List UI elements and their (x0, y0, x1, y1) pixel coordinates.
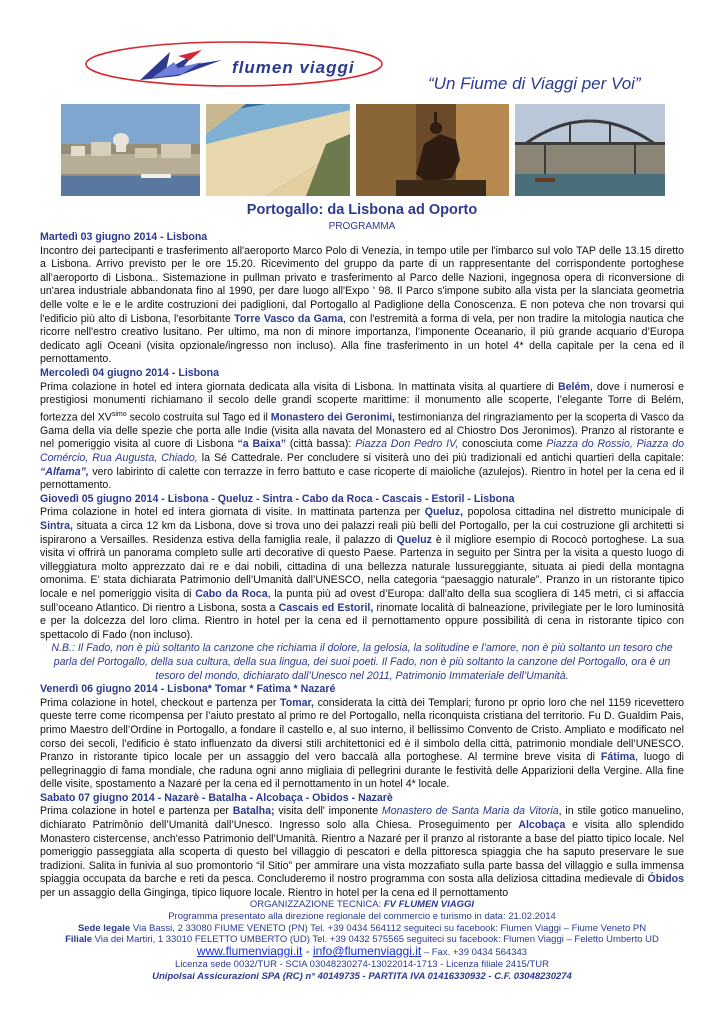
text-run: Prima colazione in hotel ed intera giornata dedicata alla visita di Lisbona. In mattinata visita al quartiere di (40, 380, 559, 393)
tagline: “Un Fiume di Viaggi per Voi” (428, 74, 641, 93)
highlight: “a Baixa” (237, 438, 287, 451)
sede-line (60, 923, 664, 935)
document-title: Portogallo: da Lisbona ad Oporto (246, 202, 478, 218)
organizer-name: FV FLUMEN VIAGGI (383, 899, 475, 910)
nazare-beach-photo (206, 104, 350, 196)
highlight: Sintra, (40, 520, 73, 532)
text-run: è il migliore esempio di Rococò portoghese. La sua visita vi offrirà un panorama completo sulle arti decorative di questo Paese. Partenza in seguito per Sintra per la visita a questo luogo di villeggiatura molto apprezzato dai re e dai nobili, cittadina di una bellezza naturale lussureggiante, situata ai piedi della montagna omonima. E’ stata dichiarata Patrimonio dell’Umanità dall’UNESCO, nella categoria “paesaggio naturale”. Pranzo in un ristorante tipico locale e nel pomeriggio visita di (40, 533, 685, 600)
italic-place: Monastero de Santa Maria da Vitoria (381, 805, 559, 818)
day-text-2 (40, 381, 684, 493)
text-run: Prima colazione in hotel ed intera giornata di visite. In mattinata partenza per (40, 506, 425, 519)
text-run: Prima colazione in hotel, checkout e partenza per (40, 696, 281, 709)
program-line: Programma presentato alla direzione regionale del commercio e turismo in data: 21.02.2014 (168, 910, 556, 922)
organizer-label: ORGANIZZAZIONE TECNICA: (249, 899, 384, 910)
highlight: Queluz (396, 533, 432, 546)
sede-label: Sede legale (77, 922, 131, 934)
italic-place: Piazza Don Pedro IV, (355, 438, 459, 451)
highlight: Batalha; (232, 805, 275, 818)
text-run: la Sé Cattedrale. Per concludere si visiterà uno dei più tradizionali ed antichi quartieri della capitale: (197, 452, 684, 465)
day-heading-4: Venerdì 06 giugno 2014 - Lisbona* Tomar * Fatima * Nazaré (40, 683, 336, 696)
highlight: Cabo da Roca (195, 587, 268, 600)
highlight: Alcobaça (518, 819, 566, 832)
website-link[interactable]: www.flumenviaggi.it (196, 944, 303, 959)
lisbon-city-photo (61, 104, 200, 196)
filiale-text: Via dei Martiri, 1 33010 FELETTO UMBERTO (UD) Tel. +39 0432 575565 seguiteci su facebook: Flumen Viaggi – Feletto Umberto UD (92, 934, 659, 946)
filiale-label: Filiale (65, 934, 93, 946)
text-run: secolo costruita sul Tago ed il (126, 411, 271, 424)
superscript: simo (111, 410, 127, 418)
sede-text: Via Bassi, 2 33080 FIUME VENETO (PN) Tel. +39 0434 564112 seguiteci su facebook: Flumen Viaggi – Fiume Veneto PN (130, 922, 647, 934)
highlight: Fátima (600, 751, 636, 764)
text-run: conosciuta come (458, 438, 547, 451)
highlight: Tomar, (280, 696, 314, 709)
text-run: , in stile gotico manuelino, dichiarato Patrimônio dell’Umanità dall’Unesco. Ingresso solo alla Chiesa. Proseguimento per (40, 805, 684, 832)
email-link[interactable]: info@flumenviaggi.it (312, 944, 422, 959)
text-run: , dove i numerosi e prestigiosi monumenti richiamano il secolo delle grandi scoperte marittime: il monumento alle scoperte, l’elegante Torre di Belém, fortezza del XV (40, 380, 684, 424)
logo-text: flumen viaggi (232, 58, 355, 77)
text-run: (città bassa): (286, 438, 356, 451)
itinerary (40, 231, 684, 901)
insurance-line: Unipolsai Assicurazioni SPA (RC) n° 40149735 - PARTITA IVA 01416330932 - C.F. 03048230274 (152, 970, 572, 982)
day-text-1 (40, 245, 684, 367)
text-run: Prima colazione in hotel e partenza per (40, 805, 233, 818)
text-run: situata a circa 12 km da Lisbona, dove si trova uno dei palazzi reali più belli del Portogallo, per la cui costruzione gli architetti si ispirarono a Versailles. Residenza estiva della famiglia reale, il palazzo di (40, 520, 684, 546)
text-run: e visita allo splendido Monastero cistercense, anch'esso Patrimonio dell’Umanità. Rientro a Nazaré per il pranzo al ristorante a base del piatto tipico locale. Nel pomeriggio passeggiata alla scoperta di questo bel villaggio di pescatori e della pittoresca spiaggia che ha saputo preservare le sue tradizioni. Salita in funivia al suo promontorio “il Sitio” per ammirare una vista mozzafiato sulla parte bassa del villaggio e sulla immensa spiaggia occupata da barche e reti da pesca. Concluderemo il nostro programma con sosta alla deliziosa cittadina medievale di (40, 819, 684, 886)
text-run: Incontro dei partecipanti e trasferimento all'aeroporto Marco Polo di Venezia, in tempo utile per l'imbarco sul volo TAP delle 13.15 diretto a Lisbona. Arrivo previsto per le ore 15.20. Ricevimento del gruppo da parte di un rappresentante del corrispondente portoghese all’aeroporto di Lisbona.. Sistemazione in pullman privato e trasferimento al Parco delle Nazioni, ingegnosa opera di riconversione di un'area industriale abbandonata fino al 1990, per dare luogo all'Expo ' 98. Il Parco s'impone subito alla vista per la slanciata geometria delle volte e le e le ardite costruzioni dei padiglioni, dal Portogallo al Padiglione della Conoscenza. E non poteva che non trovarsi qui l'edificio più alto di Lisbona, l'esorbitante (40, 244, 684, 325)
document-subtitle: PROGRAMMA (328, 221, 396, 232)
porto-bridge-photo (515, 104, 665, 196)
highlight: “Alfama”, (40, 465, 89, 478)
organizer-line (60, 899, 664, 911)
highlight: Monastero dei Geronimi, (270, 411, 395, 424)
highlight: Queluz, (424, 506, 464, 519)
highlight: Óbidos (647, 873, 684, 886)
text-run: visita dell' imponente (274, 805, 382, 818)
text-run: , con l'estremità a forma di vela, per non tradire la mitologia nautica che ricorre nell'estro creativo lusitano. Per ultimo, ma non di minore importanza, l’imponente Oceanario, il più grande acquario d’Europa dedicato agli Oceani (visita opzionale/ingresso non incluso). Alla fine trasferimento in un hotel 4* della capitale per la cena ed il pernottamento. (40, 312, 684, 366)
contact-line (60, 946, 664, 959)
separator: - (302, 944, 313, 959)
text-run: testimonianza del ringraziamento per la scoperta di Vasco da Gama della via delle spezie che porta alle Indie (visita alla navata del Monastero ed al Chiostro Dos Jeronimos). Pranzo al ristorante e nel pomeriggio visita al cuore di Lisbona (40, 411, 685, 451)
day-heading-1: Martedì 03 giugno 2014 - Lisbona (40, 231, 208, 243)
text-run: , luogo di pellegrinaggio di fama mondiale, che raduna ogni anno migliaia di pellegrini durante le festività delle Apparizioni della Vergine. Alla fine delle visite, spostamento a Nazaré per la cena ed il pernottamento in un hotel 4* locale. (40, 751, 684, 791)
license-line: Licenza sede 0032/TUR - SCIA 03048230274-13022014-1713 - Licenza filiale 2415/TUR (175, 958, 549, 970)
fado-note: N.B.: Il Fado, non è più soltanto la canzone che richiama il dolore, la gelosia, la solitudine e l’amore, non è più soltanto un tesoro che parla del Portogallo, della sua cultura, della sua lingua, dei suoi poeti. Il Fado, non è più soltanto la canzone del Portogallo, ora è un tesoro del mondo, dichiarato dall’Unesco nel 2011, Patrimonio Immateriale dell’Umanità. (51, 642, 673, 682)
day-text-4 (40, 697, 684, 792)
text-run: considerata la città dei Templari; furono pr oprio loro che nel 1159 ricevettero queste terre come ricompensa per l’aiuto prestato al primo re del Portogallo, nella riconquista cristiana del territorio. Fu D. Gualdim Pais, primo Maestro dell’Ordine in Portogallo, a fondare il castello e, al suo interno, il bellissimo Convento de Cristo. Ampliato e modificato nel corso dei secoli, l’edificio è stato influenzato da diversi stili architettonici ed è il simbolo della città, patrimonio mondiale dell’UNESCO. Pranzo in ristorante tipico locale per un assaggio del vero baccalà alla portoghese. Al termine breve visita di (40, 696, 684, 764)
highlight: Cascais ed Estoril, (278, 601, 374, 614)
text-run: popolosa cittadina nel distretto municipale di (463, 506, 684, 519)
day-heading-2: Mercoledì 04 giugno 2014 - Lisbona (40, 366, 219, 379)
day-text-5 (40, 805, 684, 900)
footer (60, 899, 664, 983)
text-run: per un assaggio della Ginginga, tipico liquore locale. Rientro in hotel per la cena ed il pernottamento (40, 887, 509, 900)
text-run: rinomate località di balneazione, privilegiate per le loro luminosità e per la dolcezza del loro clima. Rientro in hotel per la cena ed il pernottamento oppure possibilità di cena in ristorante tipico con spettacolo di Fado (non incluso). (40, 601, 684, 641)
day-heading-3: Giovedì 05 giugno 2014 - Lisbona - Queluz - Sintra - Cabo da Roca - Cascais - Estoril - Lisbona (40, 492, 515, 505)
fax-text: – Fax. +39 0434 564343 (421, 947, 528, 959)
highlight: Belém (558, 380, 590, 393)
text-run: , la punta più ad ovest d’Europa: dall'alto della sua scogliera di 145 metri, ci si affaccia sull’oceano Atlantico. Di rientro a Lisbona, sosta a (40, 587, 685, 614)
statue-photo (356, 104, 509, 196)
italic-place: Piazza do Rossio, Piazza do Comércio, Rua Augusta, Chiado, (40, 438, 685, 465)
text-run: vero labirinto di calette con terrazze in ferro battuto e case ricoperte di maioliche (azulejos). Rientro in hotel per la cena ed il pernottamento. (40, 465, 684, 492)
day-heading-5: Sabato 07 giugno 2014 - Nazarè - Batalha - Alcobaça - Obidos - Nazarè (40, 791, 393, 804)
highlight: Torre Vasco da Gama (234, 312, 344, 325)
day-text-3 (40, 506, 684, 642)
